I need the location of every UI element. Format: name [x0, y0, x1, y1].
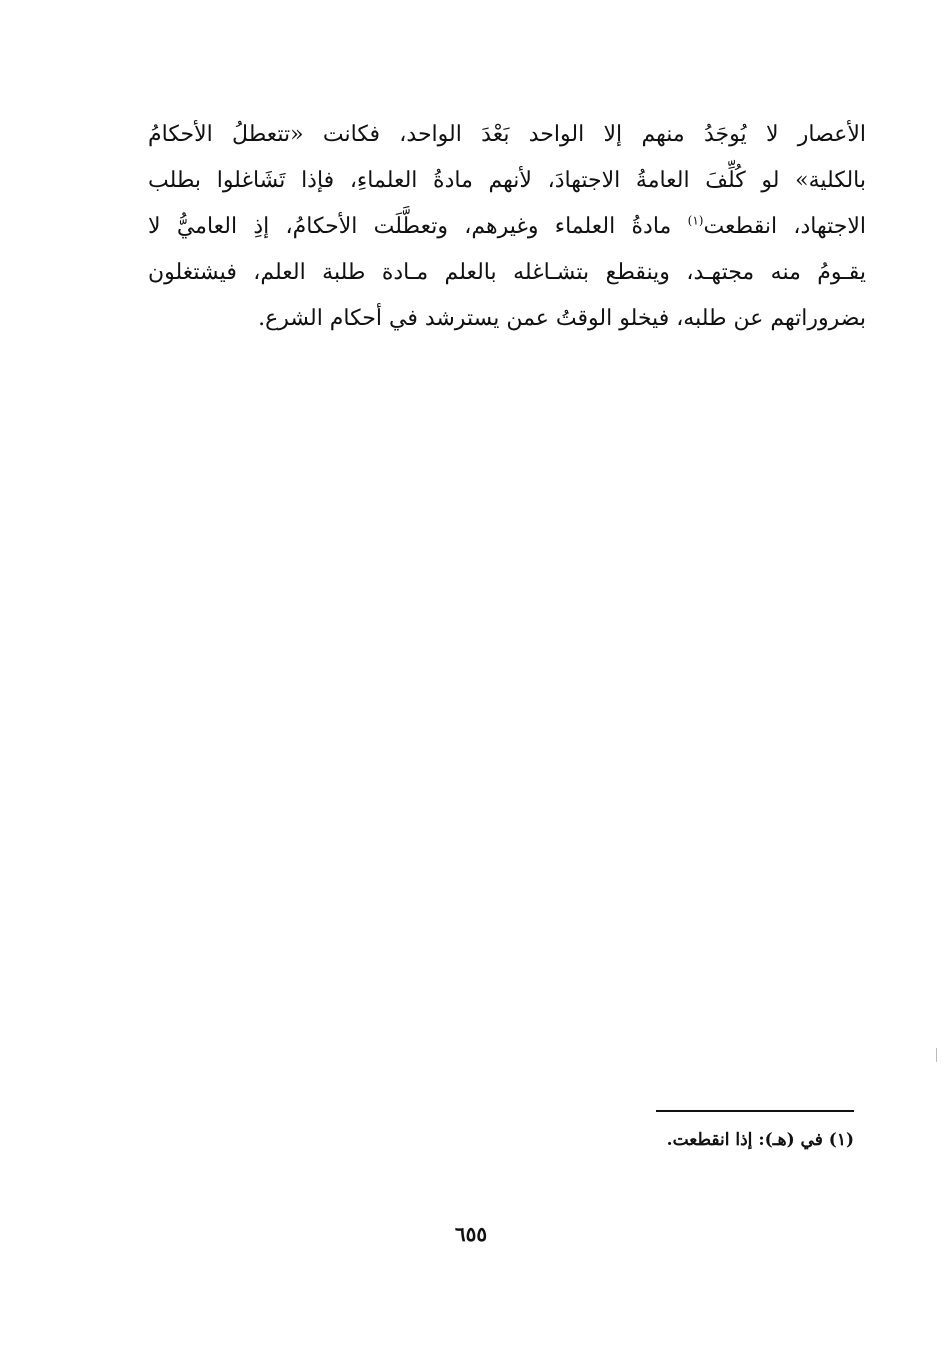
- main-paragraph: [148, 112, 866, 342]
- footnote-text: (١) في (هـ): إذا انقطعت.: [666, 1130, 854, 1150]
- page-number: ٦٥٥: [454, 1222, 488, 1246]
- paragraph-line-4: يقـومُ منه مجتهـد، وينقطع بتشـاغله بالعلم مـادة طلبة العلم، فيشتغلون: [148, 260, 866, 285]
- paragraph-line-1: الأعصار لا يُوجَدُ منهم إلا الواحد بَعْدَ الواحد، فكانت «تتعطلُ الأحكامُ: [148, 122, 866, 147]
- paragraph-line-2: بالكلية» لو كُلِّفَ العامةُ الاجتهادَ، لأنهم مادةُ العلماءِ، فإذا تَشَاغلوا بطلب: [148, 168, 866, 193]
- paragraph-line-3-start: الاجتهاد، انقطعت: [703, 214, 866, 239]
- footnote-reference-marker[interactable]: (١): [687, 213, 704, 228]
- paragraph-line-3: [148, 204, 866, 250]
- scan-edge-mark: [936, 1048, 937, 1062]
- footnote-divider: [656, 1110, 854, 1112]
- paragraph-line-3-end: مادةُ العلماء وغيرهم، وتعطَّلَت الأحكامُ، إذِ العاميُّ لا: [148, 214, 672, 239]
- paragraph-line-5: بضروراتهم عن طلبه، فيخلو الوقتُ عمن يسترشد في أحكام الشرع.: [258, 306, 866, 331]
